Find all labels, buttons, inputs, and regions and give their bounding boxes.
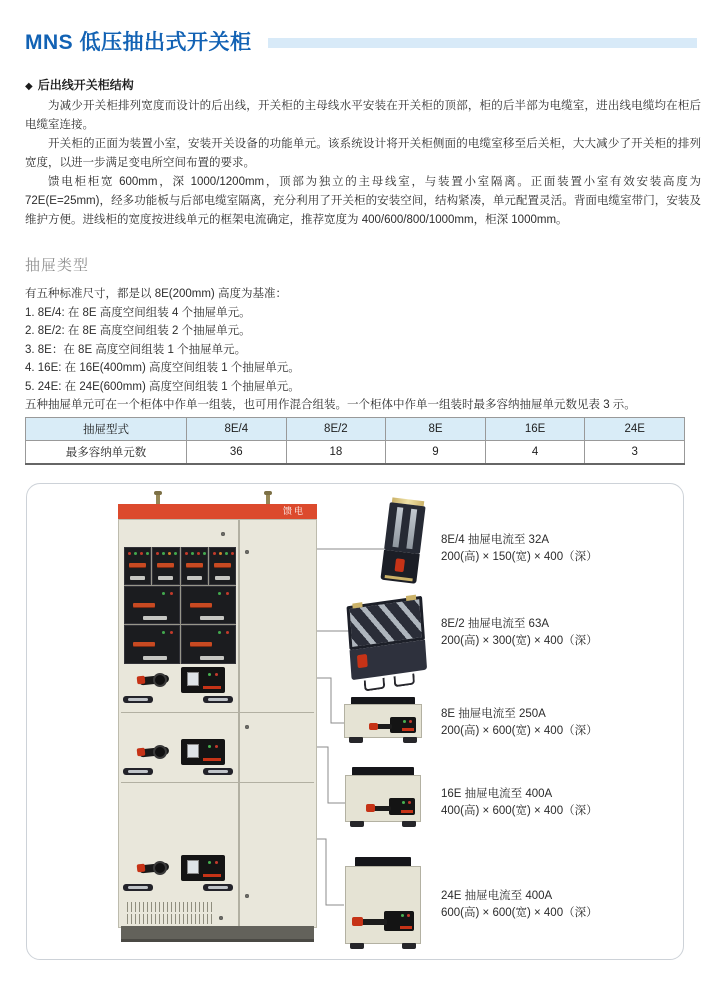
section-heading-text: 后出线开关柜结构 <box>37 78 134 92</box>
table-cell: 4 <box>485 441 585 465</box>
screw-icon <box>245 894 249 898</box>
page-title: MNS 低压抽出式开关柜 <box>25 31 252 54</box>
cabinet-door-divider <box>238 520 240 927</box>
unit-dimensions: 400(高) × 600(宽) × 400（深） <box>441 805 598 817</box>
unit-title: 16E 抽屉电流至 400A <box>441 788 553 800</box>
rotary-switch-handle <box>139 670 173 690</box>
title-accent-bar <box>268 38 698 48</box>
ventilation-grille <box>127 914 215 924</box>
unit-title: 8E 抽屉电流至 250A <box>441 708 546 720</box>
list-item: 1. 8E/4: 在 8E 高度空间组装 4 个抽屉单元。 <box>25 306 251 319</box>
list-item: 4. 16E: 在 16E(400mm) 高度空间组装 1 个抽屉单元。 <box>25 362 300 374</box>
drawer-cell <box>124 625 180 664</box>
ventilation-grille <box>127 902 215 912</box>
table-header-cell: 8E/2 <box>286 418 386 441</box>
unit-title: 24E 抽屉电流至 400A <box>441 890 553 902</box>
control-panel <box>181 667 225 693</box>
drawer-unit-16e-image <box>345 767 421 827</box>
drawer-unit-8e2-image <box>346 596 427 686</box>
control-panel <box>181 739 225 765</box>
screw-icon <box>245 725 249 729</box>
unit-title: 8E/2 抽屉电流至 63A <box>441 618 550 630</box>
table-value-row <box>26 441 685 465</box>
illustration-panel <box>26 483 684 960</box>
body-paragraphs <box>25 97 701 230</box>
unit-label-16e <box>441 786 671 820</box>
door-handle <box>203 696 233 703</box>
compartment-divider <box>121 712 314 713</box>
paragraph: 为减少开关柜排列宽度而设计的后出线，开关柜的主母线水平安装在开关柜的顶部，柜的后半部为电缆室，进出线电缆均在柜后电缆室连接。 <box>25 100 701 131</box>
control-panel <box>181 855 225 881</box>
door-handle <box>203 884 233 891</box>
capacity-table <box>25 417 685 465</box>
section-heading-drawer-types: 抽屉类型 <box>25 257 90 274</box>
drawer-cell <box>124 547 151 585</box>
page-header <box>25 26 697 56</box>
diamond-icon: ◆ <box>25 81 33 92</box>
unit-dimensions: 200(高) × 600(宽) × 400（深） <box>441 725 598 737</box>
unit-dimensions: 200(高) × 150(宽) × 400（深） <box>441 551 598 563</box>
drawer-unit-24e-image <box>345 857 421 949</box>
screw-icon <box>219 916 223 920</box>
cabinet-body <box>118 519 317 928</box>
table-header-cell: 16E <box>485 418 585 441</box>
paragraph: 馈电柜柜宽 600mm，深 1000/1200mm，顶部为独立的主母线室，与装置小室隔离。正面装置小室有效安装高度为 72E(E=25mm)，经多功能板与后部电缆室隔离，充分利用了开关柜的安装空间，结构紧凑，单元配置灵活。背面电缆室带门，安装及维护方便。进线柜的宽度按进线单元的框架电流确定，推荐宽度为 400/600/800/1000mm，柜深 1000mm。 <box>25 176 701 226</box>
drawer-cell <box>209 547 236 585</box>
table-cell: 最多容纳单元数 <box>26 441 187 465</box>
drawer-cell <box>181 586 237 624</box>
table-cell: 9 <box>386 441 486 465</box>
unit-dimensions: 200(高) × 300(宽) × 400（深） <box>441 635 598 647</box>
unit-title: 8E/4 抽屉电流至 32A <box>441 534 550 546</box>
switchgear-cabinet <box>118 491 317 946</box>
screw-icon <box>221 532 225 536</box>
rotary-switch-handle <box>139 742 173 762</box>
drawer-cell <box>181 547 208 585</box>
drawer-unit-8e-image <box>344 697 422 743</box>
rotary-switch-handle <box>139 858 173 878</box>
unit-label-8e4 <box>441 532 671 566</box>
door-handle <box>203 768 233 775</box>
compartment-divider <box>121 782 314 783</box>
table-cell: 36 <box>187 441 287 465</box>
table-header-cell: 8E/4 <box>187 418 287 441</box>
drawer-cell <box>124 586 180 624</box>
table-header-row <box>26 418 685 441</box>
unit-label-8e <box>441 706 671 740</box>
cabinet-banner: 馈电 <box>118 504 317 519</box>
screw-icon <box>245 550 249 554</box>
drawer-grid <box>124 547 236 664</box>
unit-dimensions: 600(高) × 600(宽) × 400（深） <box>441 907 598 919</box>
table-cell: 3 <box>585 441 685 465</box>
list-intro: 有五种标准尺寸，都是以 8E(200mm) 高度为基准： <box>25 288 287 300</box>
unit-label-24e <box>441 888 671 922</box>
table-header-cell: 8E <box>386 418 486 441</box>
door-handle <box>123 696 153 703</box>
list-item: 5. 24E: 在 24E(600mm) 高度空间组装 1 个抽屉单元。 <box>25 380 300 393</box>
table-header-cell: 24E <box>585 418 685 441</box>
unit-label-8e2 <box>441 616 671 650</box>
drawer-cell <box>152 547 179 585</box>
drawer-cell <box>181 625 237 664</box>
section-heading-structure <box>25 76 134 93</box>
door-handle <box>123 768 153 775</box>
table-header-cell: 抽屉型式 <box>26 418 187 441</box>
table-cell: 18 <box>286 441 386 465</box>
cabinet-base <box>121 926 314 942</box>
list-item: 3. 8E：在 8E 高度空间组装 1 个抽屉单元。 <box>25 343 247 356</box>
list-summary: 五种抽屉单元可在一个柜体中作单一组装，也可用作混合组装。一个柜体中作单一组装时最多容纳抽屉单元数见表 3 示。 <box>25 399 636 411</box>
list-item: 2. 8E/2: 在 8E 高度空间组装 2 个抽屉单元。 <box>25 325 251 337</box>
door-handle <box>123 884 153 891</box>
drawer-type-list <box>25 285 701 415</box>
paragraph: 开关柜的正面为装置小室，安装开关设备的功能单元。该系统设计将开关柜侧面的电缆室移至后关柜，大大减少了开关柜的排列宽度，以进一步满足变电所空间布置的要求。 <box>25 138 701 169</box>
